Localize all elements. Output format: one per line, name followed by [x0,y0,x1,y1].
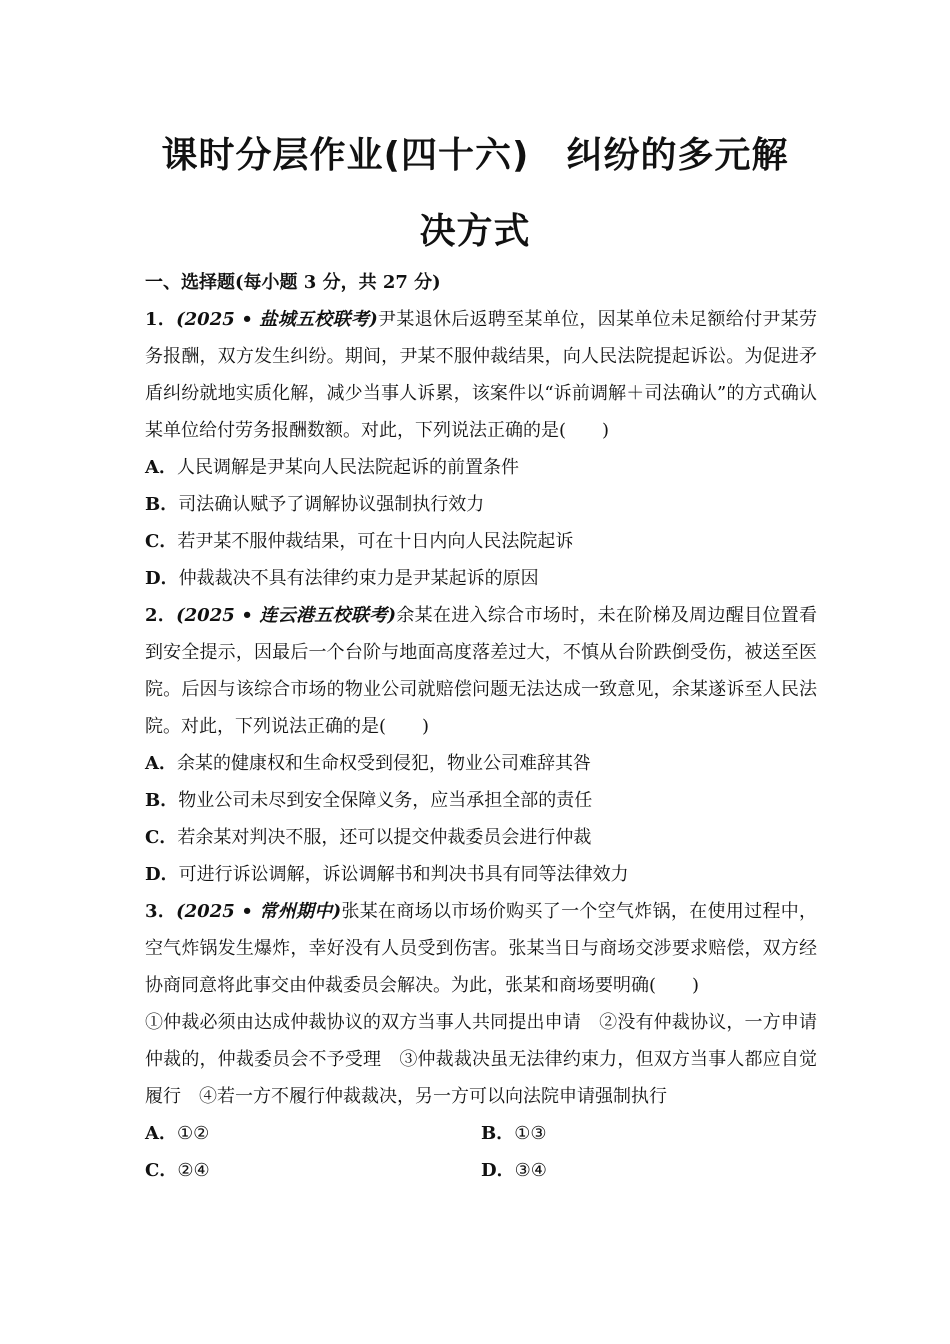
option-label: D． [481,1160,515,1181]
option-label: A． [145,457,177,478]
section-heading: 一、选择题(每小题 3 分，共 27 分) [145,272,441,293]
option-text: 仲裁裁决不具有法律约束力是尹某起诉的原因 [178,568,539,589]
option-text: 人民调解是尹某向人民法院起诉的前置条件 [176,457,519,478]
question-text: 张某在商场以市场价购买了一个空气炸锅，在使用过程中，空气炸锅发生爆炸，幸好没有人员受到伤害。张某当日与商场交涉要求赔偿，双方经协商同意将此事交由仲裁委员会解决。为此，张某和商场要明确( ) [145,901,818,996]
option-row [145,1115,817,1152]
option-text: ①③ [514,1123,547,1144]
option-text: 若尹某不服仲裁结果，可在十日内向人民法院起诉 [177,531,574,552]
question-number: 2． [145,605,177,626]
question-source: (2025 • 盐城五校联考) [176,309,378,330]
option-text: ①② [176,1123,210,1144]
option-label: A． [145,753,177,774]
option-b[interactable] [145,486,817,523]
page-title: 课时分层作业(四十六) 纠纷的多元解决方式 [161,135,789,252]
question-source: (2025 • 连云港五校联考) [176,605,397,626]
option-b[interactable] [145,782,817,819]
option-b[interactable] [481,1115,817,1152]
question-stem [145,893,817,1004]
option-text: ③④ [514,1160,547,1181]
option-c[interactable] [145,523,817,560]
option-text: 余某的健康权和生命权受到侵犯，物业公司难辞其咎 [176,753,591,774]
question-number: 3． [145,901,177,922]
option-a[interactable] [145,1115,481,1152]
question-source: (2025 • 常州期中) [176,901,342,922]
option-label: D． [145,568,179,589]
option-label: B． [481,1123,515,1144]
option-a[interactable] [145,449,817,486]
option-d[interactable] [145,856,817,893]
option-text: ②④ [177,1160,210,1181]
question-text: 尹某退休后返聘至某单位，因某单位未足额给付尹某劳务报酬，双方发生纠纷。期间，尹某不服仲裁结果，向人民法院提起诉讼。为促进矛盾纠纷就地实质化解，减少当事人诉累，该案件以“诉前调解＋司法确认”的方式确认某单位给付劳务报酬数额。对此，下列说法正确的是( ) [145,309,818,441]
option-text: 司法确认赋予了调解协议强制执行效力 [178,494,485,515]
question-number: 1． [145,309,177,330]
option-text: 若余某对判决不服，还可以提交仲裁委员会进行仲裁 [177,827,592,848]
option-text: 可进行诉讼调解，诉讼调解书和判决书具有同等法律效力 [178,864,629,885]
option-d[interactable] [145,560,817,597]
option-c[interactable] [145,819,817,856]
option-row [145,1152,817,1189]
option-text: 物业公司未尽到安全保障义务，应当承担全部的责任 [178,790,593,811]
question-text: 余某在进入综合市场时，未在阶梯及周边醒目位置看到安全提示，因最后一个台阶与地面高度落差过大，不慎从台阶跌倒受伤，被送至医院。后因与该综合市场的物业公司就赔偿问题无法达成一致意见，余某遂诉至人民法院。对此，下列说法正确的是( ) [145,605,818,737]
option-d[interactable] [481,1152,817,1189]
option-label: C． [145,1160,178,1181]
question-2 [145,597,817,893]
option-label: D． [145,864,179,885]
question-statements: ①仲裁必须由达成仲裁协议的双方当事人共同提出申请 ②没有仲裁协议，一方申请仲裁的，仲裁委员会不予受理 ③仲裁裁决虽无法律约束力，但双方当事人都应自觉履行 ④若一方不履行仲裁裁决，另一方可以向法院申请强制执行 [145,1012,817,1107]
question-stem [145,301,817,449]
option-label: C． [145,827,178,848]
option-label: A． [145,1123,177,1144]
option-a[interactable] [145,745,817,782]
question-list [145,264,817,1189]
question-1 [145,301,817,597]
question-3 [145,893,817,1189]
question-stem [145,597,817,745]
option-label: B． [145,494,179,515]
option-c[interactable] [145,1152,481,1189]
option-label: B． [145,790,179,811]
option-label: C． [145,531,178,552]
